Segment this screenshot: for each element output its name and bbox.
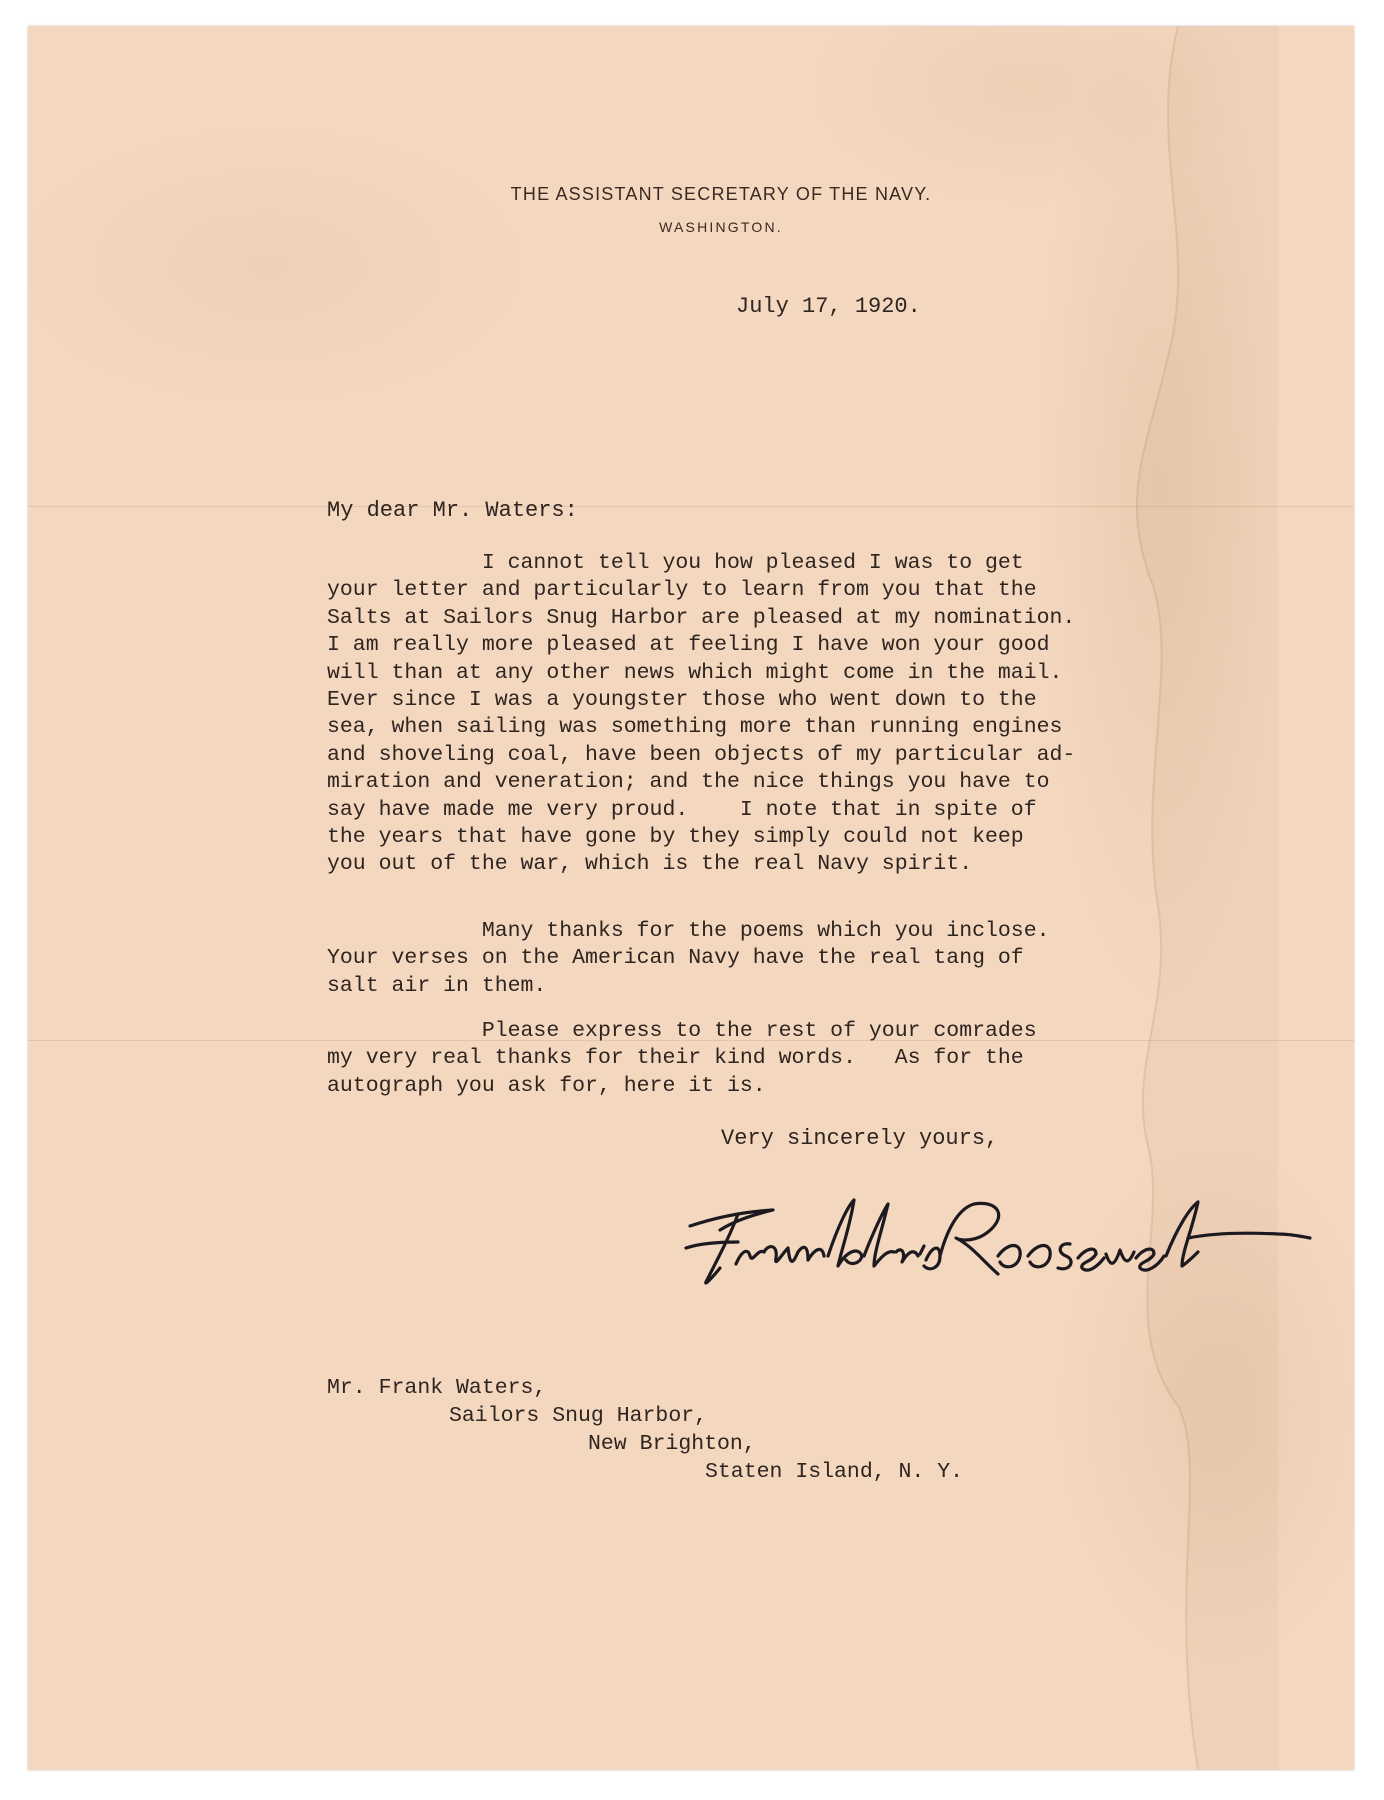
letterhead-title: THE ASSISTANT SECRETARY OF THE NAVY. <box>510 184 932 204</box>
body-paragraph: Many thanks for the poems which you inclose. Your verses on the American Navy have the real tang of salt air in them. <box>327 919 1050 998</box>
recipient-address-line: Staten Island, N. Y. <box>705 1460 964 1484</box>
closing: Very sincerely yours, <box>721 1126 999 1151</box>
recipient-name: Mr. Frank Waters, <box>327 1376 547 1400</box>
recipient-address-line: Sailors Snug Harbor, <box>449 1404 708 1428</box>
letterhead-location: WASHINGTON. <box>659 219 783 235</box>
recipient-address-line: New Brighton, <box>588 1432 756 1456</box>
body-paragraph: I cannot tell you how pleased I was to get your letter and particularly to learn from you that the Salts at Sailors Snug Harbor are pleased at my nomination. I am really more pleased at feeling I have won your good will than at any other news which might come in the mail. Ever since I was a youngster those who went down to the sea, when sailing was something more than running engines and shoveling coal, have been objects of my particular ad- miration and veneration; and the nice things you have to say have made me very proud. I note that in spite of the years that have gone by they simply could not keep you out of the war, which is the real Navy spirit. <box>327 551 1076 877</box>
water-stain <box>1058 26 1278 1770</box>
salutation: My dear Mr. Waters: <box>327 498 578 523</box>
body-paragraph: Please express to the rest of your comrades my very real thanks for their kind words. As for the autograph you ask for, here it is. <box>327 1019 1037 1098</box>
signature <box>678 1186 1318 1296</box>
letter-date: July 17, 1920. <box>736 294 921 319</box>
letter-page <box>28 26 1354 1770</box>
